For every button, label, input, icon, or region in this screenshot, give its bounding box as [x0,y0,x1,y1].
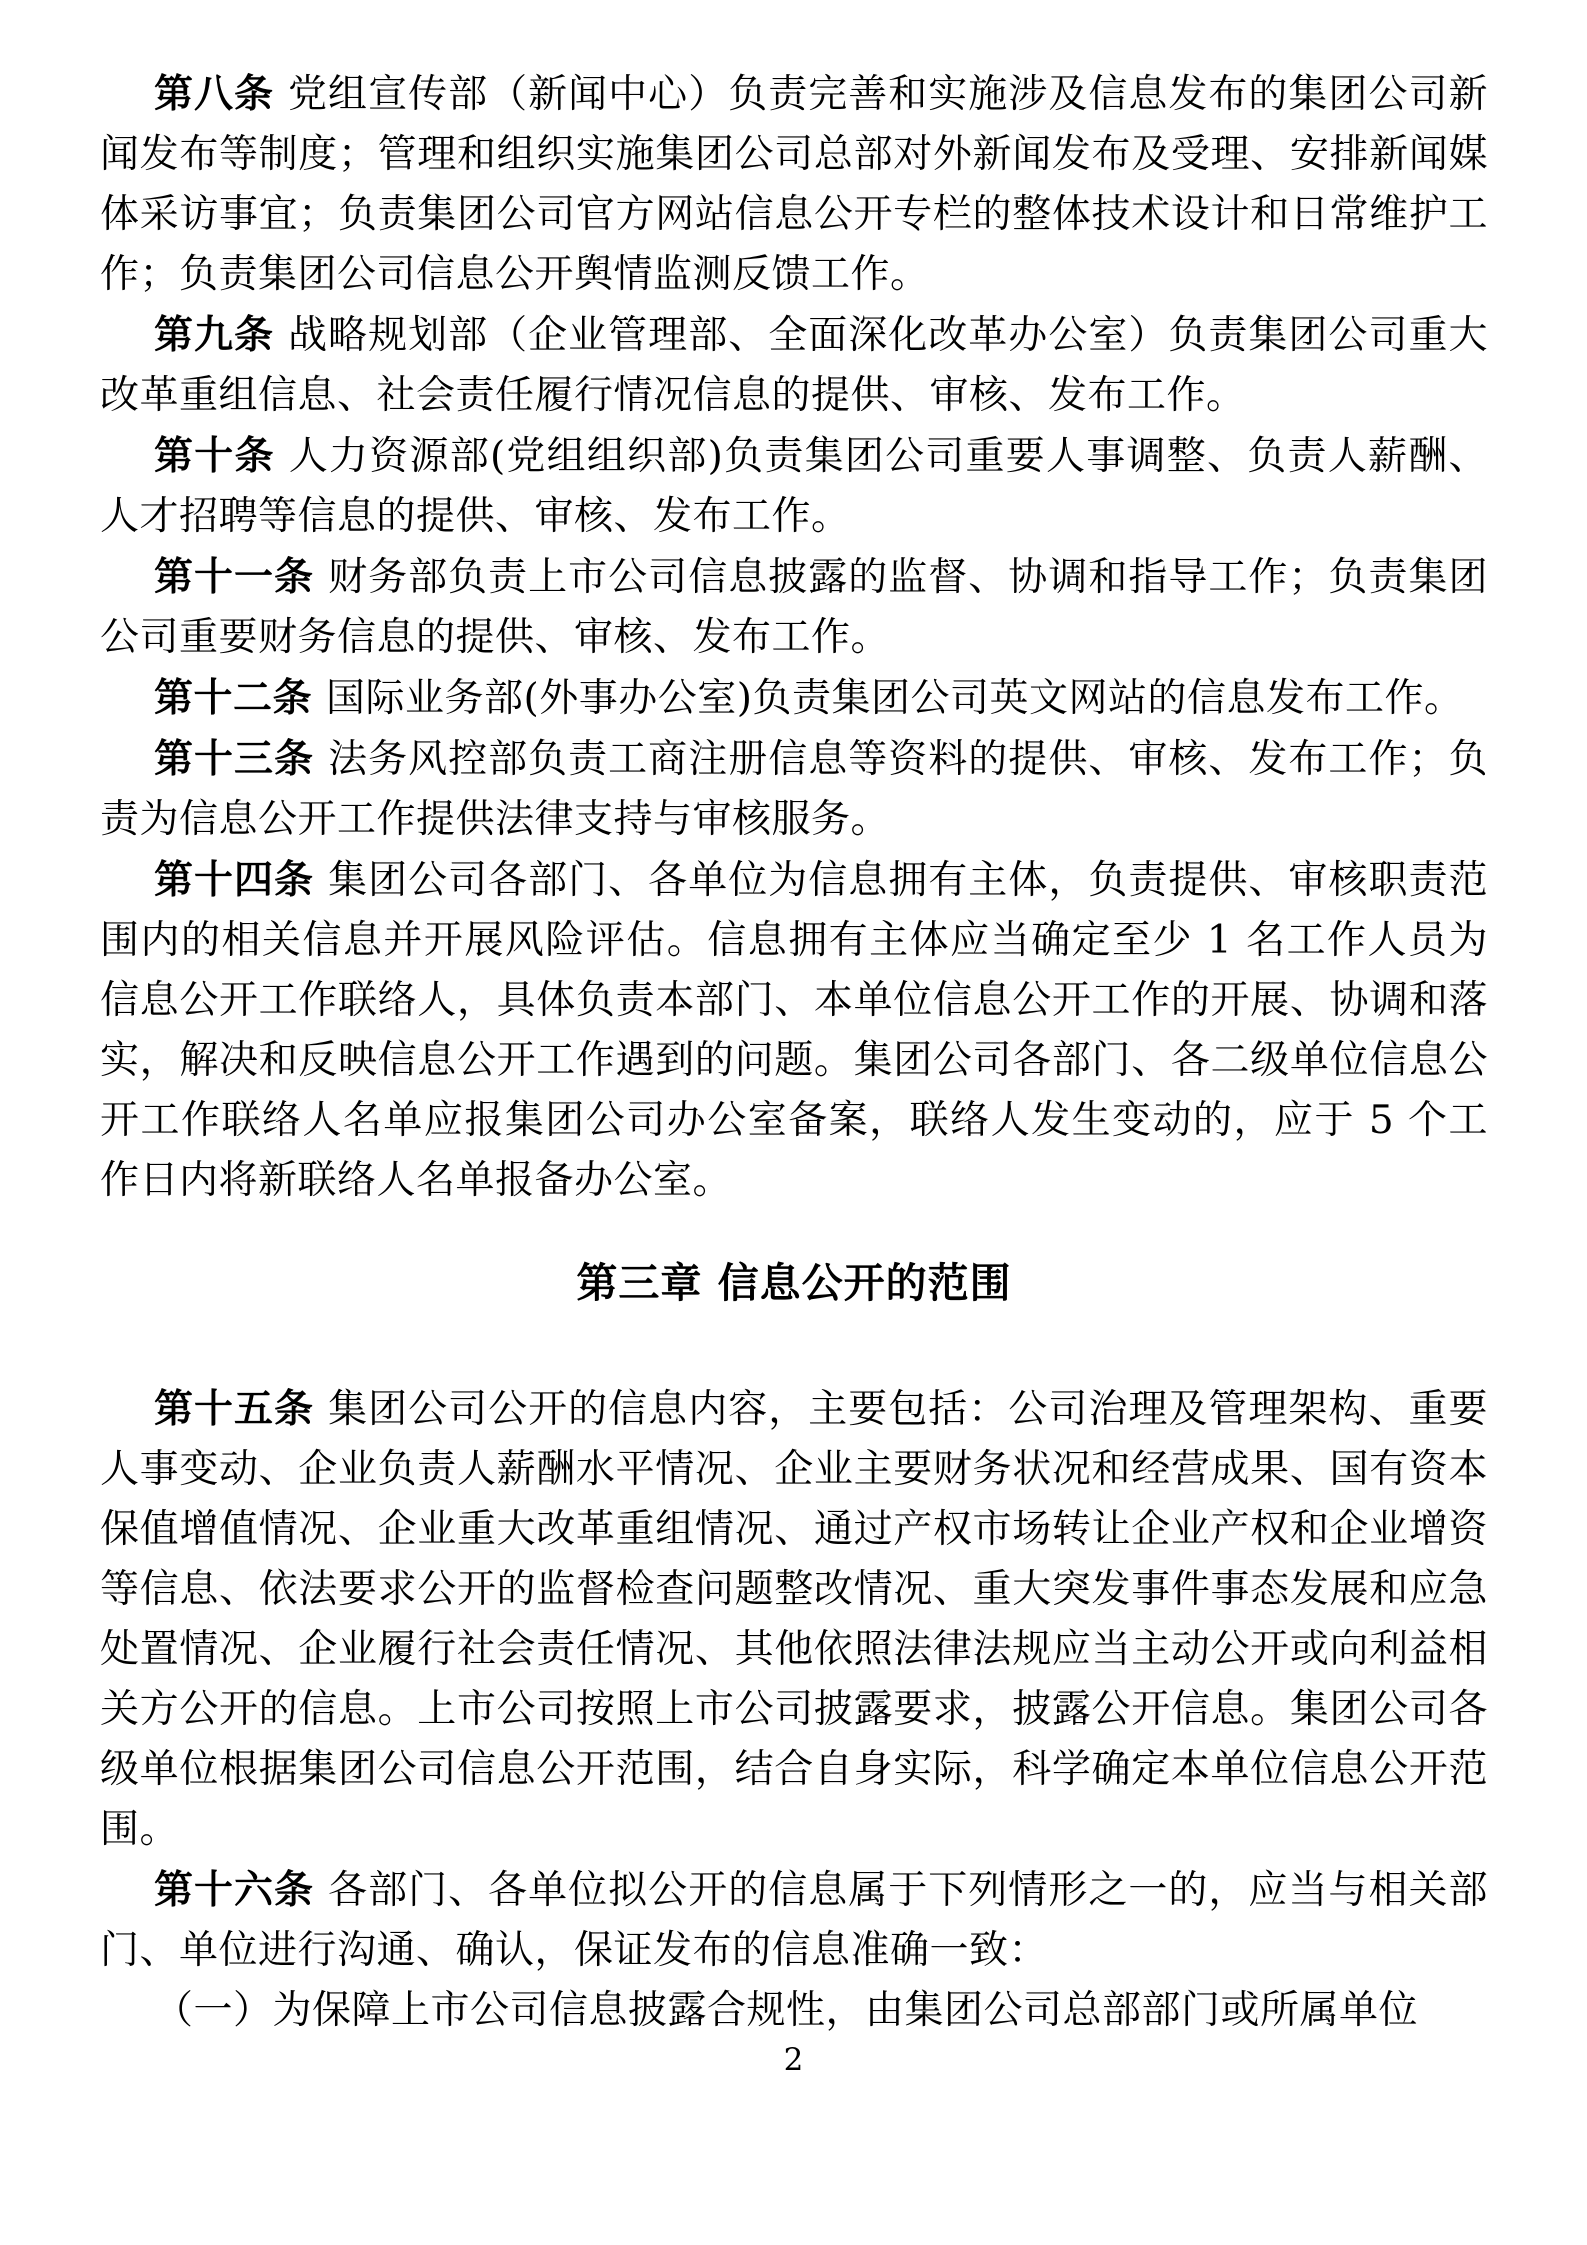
article-paragraph-10 [100,426,1488,547]
article-paragraph-15 [100,1379,1488,1860]
article-paragraph-14 [100,850,1488,1211]
article-text: 人力资源部(党组组织部)负责集团公司重要人事调整、负责人薪酬、人才招聘等信息的提供、审核、发布工作。 [100,434,1488,539]
article-number-label: 第十三条 [154,736,315,782]
article-paragraph-12 [100,668,1488,729]
article-text: 战略规划部（企业管理部、全面深化改革办公室）负责集团公司重大改革重组信息、社会责任履行情况信息的提供、审核、发布工作。 [100,313,1488,418]
article-text: 集团公司公开的信息内容，主要包括：公司治理及管理架构、重要人事变动、企业负责人薪酬水平情况、企业主要财务状况和经营成果、国有资本保值增值情况、企业重大改革重组情况、通过产权市场转让企业产权和企业增资等信息、依法要求公开的监督检查问题整改情况、重大突发事件事态发展和应急处置情况、企业履行社会责任情况、其他依照法律法规应当主动公开或向利益相关方公开的信息。上市公司按照上市公司披露要求，披露公开信息。集团公司各级单位根据集团公司信息公开范围，结合自身实际，科学确定本单位信息公开范围。 [100,1387,1488,1852]
article-paragraph-9 [100,305,1488,426]
article-text: 国际业务部(外事办公室)负责集团公司英文网站的信息发布工作。 [326,676,1464,721]
article-paragraph-11 [100,547,1488,668]
article-text: 党组宣传部（新闻中心）负责完善和实施涉及信息发布的集团公司新闻发布等制度；管理和组织实施集团公司总部对外新闻发布及受理、安排新闻媒体采访事宜；负责集团公司官方网站信息公开专栏的整体技术设计和日常维护工作；负责集团公司信息公开舆情监测反馈工作。 [100,72,1488,297]
article-text: （一）为保障上市公司信息披露合规性，由集团公司总部部门或所属单位 [154,1988,1419,2033]
page-number: 2 [783,2042,804,2078]
article-number-label: 第十一条 [154,554,315,600]
article-paragraph-13 [100,729,1488,850]
chapter-heading: 第三章 信息公开的范围 [576,1259,1012,1307]
list-item-paragraph [100,1981,1488,2041]
article-number-label: 第九条 [154,312,275,358]
article-text: 集团公司各部门、各单位为信息拥有主体，负责提供、审核职责范围内的相关信息并开展风险评估。信息拥有主体应当确定至少 1 名工作人员为信息公开工作联络人，具体负责本部门、本单位信息公开工作的开展、协调和落实，解决和反映信息公开工作遇到的问题。集团公司各部门、各二级单位信息公开工作联络人名单应报集团公司办公室备案，联络人发生变动的，应于 5 个工作日内将新联络人名单报备办公室。 [100,858,1488,1203]
article-number-label: 第八条 [154,71,275,117]
article-number-label: 第十四条 [154,857,315,903]
article-paragraph-8 [100,64,1488,305]
article-text: 财务部负责上市公司信息披露的监督、协调和指导工作；负责集团公司重要财务信息的提供、审核、发布工作。 [100,555,1488,660]
document-body [100,64,1488,2041]
article-number-label: 第十条 [154,433,275,479]
article-text: 各部门、各单位拟公开的信息属于下列情形之一的，应当与相关部门、单位进行沟通、确认，保证发布的信息准确一致： [100,1868,1488,1973]
article-paragraph-16 [100,1860,1488,1981]
article-number-label: 第十六条 [154,1867,315,1913]
article-number-label: 第十五条 [154,1386,315,1432]
article-number-label: 第十二条 [154,675,313,721]
article-text: 法务风控部负责工商注册信息等资料的提供、审核、发布工作；负责为信息公开工作提供法律支持与审核服务。 [100,737,1488,842]
